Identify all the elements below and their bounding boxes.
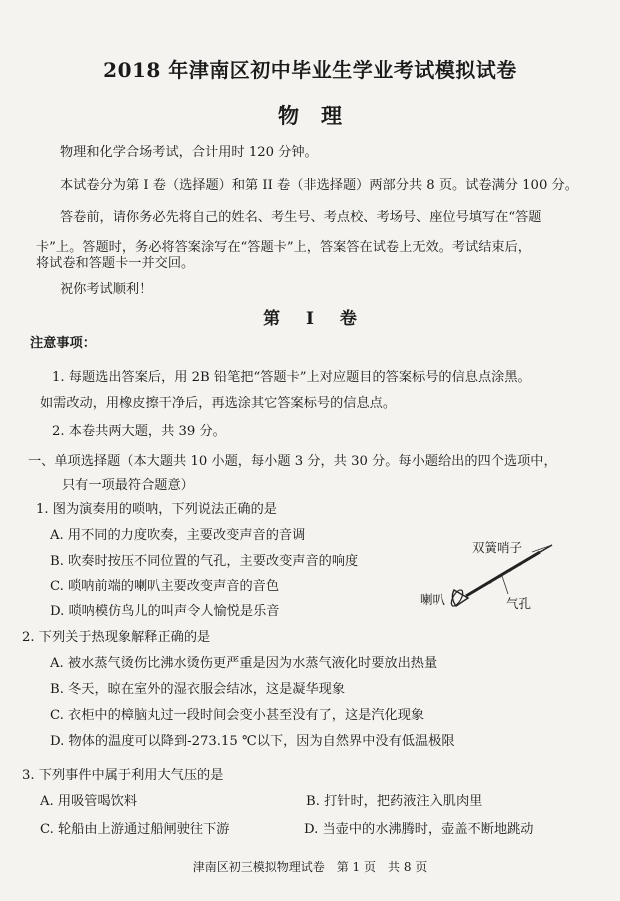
label-hole: 气孔 — [506, 596, 532, 611]
section-title: 第 I 卷 — [263, 309, 367, 329]
q3-option-b: B. 打针时，把药液注入肌肉里 — [306, 794, 483, 809]
label-reed: 双簧哨子 — [472, 540, 523, 555]
intro-line-6: 祝你考试顺利！ — [60, 282, 153, 297]
q2-option-c: C. 衣柜中的樟脑丸过一段时间会变小甚至没有了，这是汽化现象 — [50, 708, 425, 723]
intro-line-1: 物理和化学合场考试，合计用时 120 分钟。 — [60, 145, 318, 160]
notes-item-2: 2. 本卷共两大题，共 39 分。 — [52, 424, 226, 439]
q3-option-a: A. 用吸管喝饮料 — [40, 794, 138, 809]
intro-line-5: 将试卷和答题卡一并交回。 — [36, 256, 195, 271]
q2-stem: 2. 下列关于热现象解释正确的是 — [22, 630, 211, 645]
subject-title: 物理 — [278, 103, 364, 128]
q2-option-a: A. 被水蒸气烫伤比沸水烫伤更严重是因为水蒸气液化时要放出热量 — [50, 656, 438, 671]
q3-option-c: C. 轮船由上游通过船闸驶往下游 — [40, 822, 230, 837]
page-footer: 津南区初三模拟物理试卷 第 1 页 共 8 页 — [192, 860, 428, 874]
intro-line-3: 答卷前，请你务必先将自己的姓名、考生号、考点校、考场号、座位号填写在“答题 — [60, 210, 542, 225]
suona-figure — [410, 530, 610, 620]
q3-stem: 3. 下列事件中属于利用大气压的是 — [22, 768, 224, 783]
q1-option-a: A. 用不同的力度吹奏，主要改变声音的音调 — [50, 528, 306, 543]
notes-heading: 注意事项： — [30, 336, 96, 351]
intro-line-2: 本试卷分为第 I 卷（选择题）和第 II 卷（非选择题）两部分共 8 页。试卷满分 100 分。 — [60, 178, 578, 193]
q3-option-d: D. 当壶中的水沸腾时，壶盖不断地跳动 — [304, 822, 534, 837]
exam-title: 2018 年津南区初中毕业生学业考试模拟试卷 — [103, 58, 517, 82]
part1-heading-a: 一、单项选择题（本大题共 10 小题，每小题 3 分，共 30 分。每小题给出的四个选项中， — [28, 454, 557, 469]
q1-option-d: D. 唢呐模仿鸟儿的叫声令人愉悦是乐音 — [50, 604, 280, 619]
intro-line-4: 卡”上。答题时，务必将答案涂写在“答题卡”上，答案答在试卷上无效。考试结束后， — [36, 240, 531, 255]
q1-option-b: B. 吹奏时按压不同位置的气孔，主要改变声音的响度 — [50, 554, 359, 569]
notes-item-1a: 1. 每题选出答案后，用 2B 铅笔把“答题卡”上对应题目的答案标号的信息点涂黑。 — [52, 370, 531, 385]
q1-stem: 1. 图为演奏用的唢呐，下列说法正确的是 — [36, 502, 277, 517]
q1-option-c: C. 唢呐前端的喇叭主要改变声音的音色 — [50, 579, 280, 594]
q2-option-d: D. 物体的温度可以降到-273.15 ℃以下，因为自然界中没有低温极限 — [50, 734, 455, 749]
notes-item-1b: 如需改动，用橡皮擦干净后，再选涂其它答案标号的信息点。 — [40, 396, 397, 411]
q2-option-b: B. 冬天，晾在室外的湿衣服会结冰，这是凝华现象 — [50, 682, 346, 697]
label-horn: 喇叭 — [420, 592, 446, 607]
part1-heading-b: 只有一项最符合题意） — [62, 478, 194, 493]
